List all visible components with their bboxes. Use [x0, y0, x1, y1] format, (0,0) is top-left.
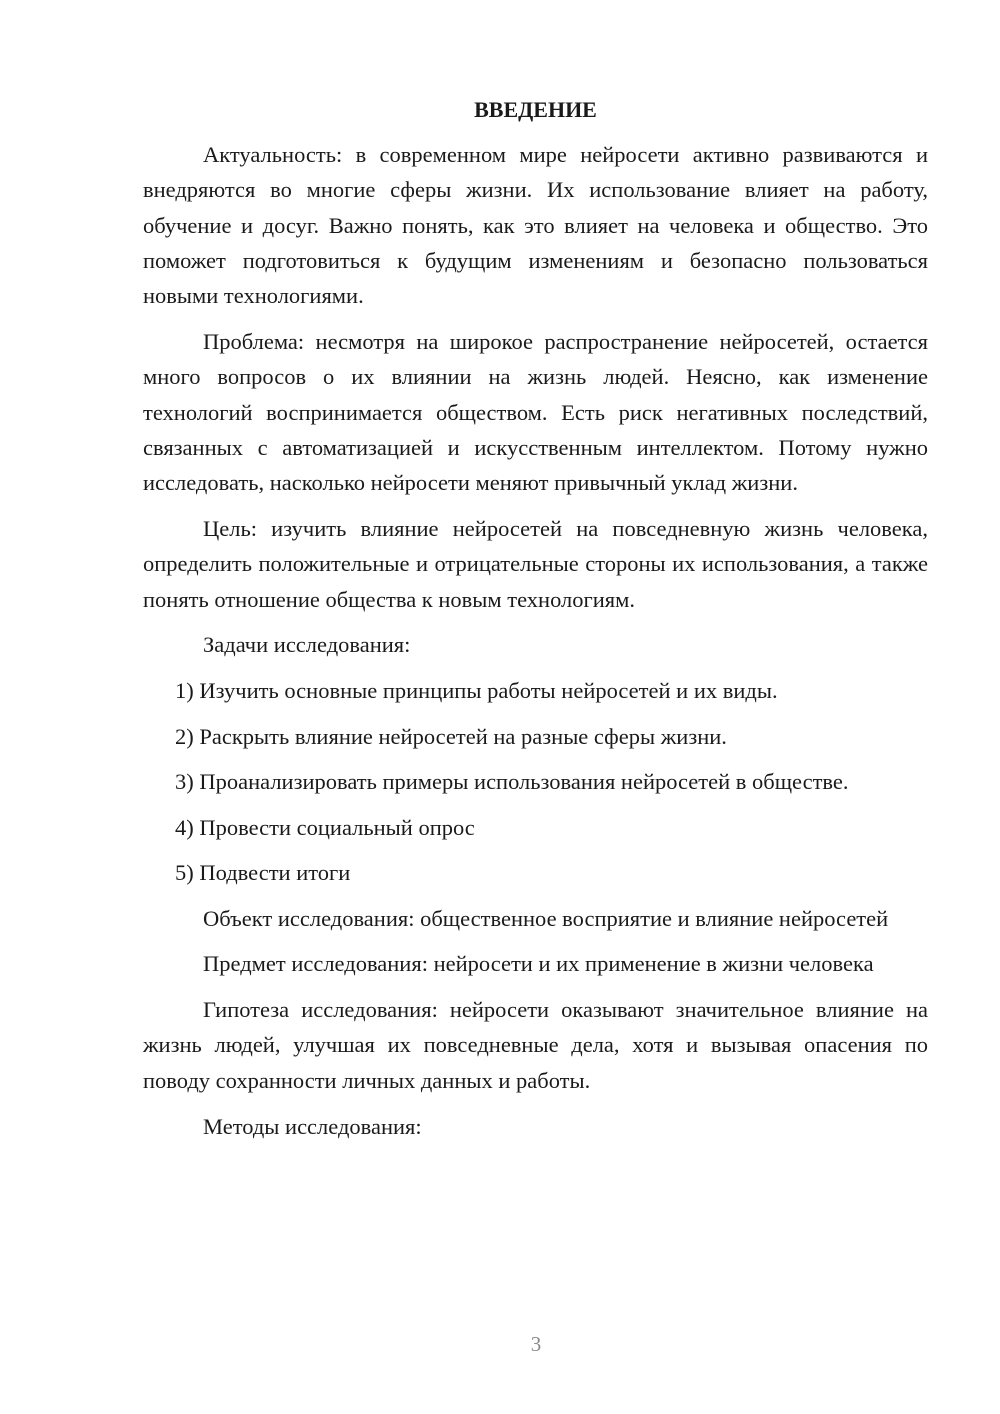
- list-item: 2) Раскрыть влияние нейросетей на разные сферы жизни.: [175, 723, 727, 749]
- goal-paragraph: Цель: изучить влияние нейросетей на повседневную жизнь человека, определить положительные и отрицательные стороны их использования, а также понять отношение общества к новым технологиям.: [143, 515, 928, 612]
- tasks-heading: Задачи исследования:: [203, 632, 411, 658]
- document-page: [143, 92, 928, 1154]
- list-item: 3) Проанализировать примеры использования нейросетей в обществе.: [175, 769, 849, 795]
- problem-paragraph: Проблема: несмотря на широкое распространение нейросетей, остается много вопросов о их влиянии на жизнь людей. Неясно, как изменение технологий воспринимается обществом. Есть риск негативных последствий, связанных с автоматизацией и искусственным интеллектом. Потому нужно исследовать, насколько нейросети меняют привычный уклад жизни.: [143, 328, 928, 496]
- list-item: 5) Подвести итоги: [175, 860, 351, 886]
- object-paragraph: Объект исследования: общественное восприятие и влияние нейросетей: [203, 905, 889, 931]
- subject-paragraph: Предмет исследования: нейросети и их применение в жизни человека: [203, 951, 874, 977]
- page-number: 3: [530, 1332, 542, 1356]
- list-item: 1) Изучить основные принципы работы нейросетей и их виды.: [175, 678, 778, 704]
- relevance-paragraph: Актуальность: в современном мире нейросети активно развиваются и внедряются во многие сферы жизни. Их использование влияет на работу, обучение и досуг. Важно понять, как это влияет на человека и общество. Это поможет подготовиться к будущим изменениям и безопасно пользоваться новыми технологиями.: [143, 142, 928, 309]
- hypothesis-paragraph: Гипотеза исследования: нейросети оказывают значительное влияние на жизнь людей, улучшая их повседневные дела, хотя и вызывая опасения по поводу сохранности личных данных и работы.: [143, 997, 928, 1093]
- methods-heading: Методы исследования:: [203, 1113, 422, 1139]
- tasks-list: [143, 673, 928, 890]
- list-item: 4) Провести социальный опрос: [175, 814, 475, 840]
- page-title: ВВЕДЕНИЕ: [474, 97, 597, 122]
